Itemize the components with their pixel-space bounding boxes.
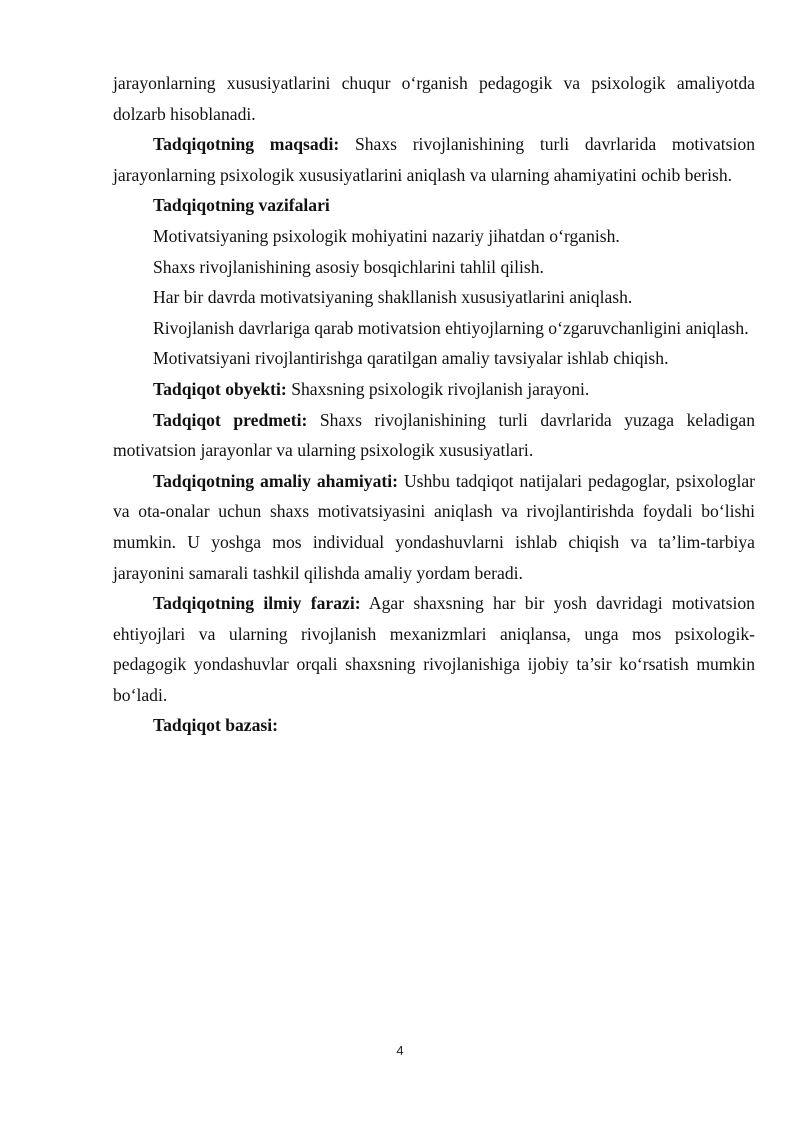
tasks-heading-text: Tadqiqotning vazifalari <box>153 195 330 216</box>
base-paragraph <box>113 710 755 741</box>
tasks-heading <box>113 190 755 221</box>
task-item-text: Har bir davrda motivatsiyaning shakllanish xususiyatlarini aniqlash. <box>153 287 633 308</box>
task-item-text: Motivatsiyani rivojlantirishga qaratilgan amaliy tavsiyalar ishlab chiqish. <box>153 348 669 369</box>
practical-label: Tadqiqotning amaliy ahamiyati: <box>153 470 398 491</box>
goal-text: Shaxs rivojlanishining turli davrlarida motivatsion jarayonlarning psixologik xususiyatlarini aniqlash va ularning ahamiyatini ochib berish. <box>113 134 755 185</box>
document-body <box>113 68 755 741</box>
goal-label: Tadqiqotning maqsadi: <box>153 134 340 155</box>
intro-continuation-text: jarayonlarning xususiyatlarini chuqur o‘rganish pedagogik va psixologik amaliyotda dolzarb hisoblanadi. <box>113 73 755 124</box>
task-item-text: Rivojlanish davrlariga qarab motivatsion ehtiyojlarning o‘zgaruvchanligini aniqlash. <box>153 317 749 338</box>
object-label: Tadqiqot obyekti: <box>153 378 287 399</box>
task-item <box>113 252 755 283</box>
task-item <box>113 313 755 344</box>
object-paragraph <box>113 374 755 405</box>
task-item <box>113 282 755 313</box>
task-item <box>113 343 755 374</box>
base-label: Tadqiqot bazasi: <box>153 715 278 736</box>
practical-text: Ushbu tadqiqot natijalari pedagoglar, psixologlar va ota-onalar uchun shaxs motivatsiyasini aniqlash va rivojlantirishda foydali bo‘lishi mumkin. U yoshga mos individual yondashuvlarni ishlab chiqish va ta’lim-tarbiya jarayonini samarali tashkil qilishda amaliy yordam beradi. <box>113 470 755 583</box>
intro-continuation-paragraph <box>113 68 755 129</box>
hypothesis-text: Agar shaxsning har bir yosh davridagi motivatsion ehtiyojlari va ularning rivojlanish mexanizmlari aniqlansa, unga mos psixologik-pedagogik yondashuvlar orqali shaxsning rivojlanishiga ijobiy ta’sir ko‘rsatish mumkin bo‘ladi. <box>113 593 755 705</box>
goal-paragraph <box>113 129 755 190</box>
task-item-text: Shaxs rivojlanishining asosiy bosqichlarini tahlil qilish. <box>153 256 544 277</box>
subject-label: Tadqiqot predmeti: <box>153 409 308 430</box>
hypothesis-label: Tadqiqotning ilmiy farazi: <box>153 593 361 614</box>
subject-paragraph <box>113 405 755 466</box>
subject-text: Shaxs rivojlanishining turli davrlarida yuzaga keladigan motivatsion jarayonlar va ularning psixologik xususiyatlari. <box>113 409 756 461</box>
page-number: 4 <box>396 1043 404 1058</box>
task-item-text: Motivatsiyaning psixologik mohiyatini nazariy jihatdan o‘rganish. <box>153 225 620 246</box>
task-item <box>113 221 755 252</box>
object-text: Shaxsning psixologik rivojlanish jarayoni. <box>286 378 590 399</box>
practical-paragraph <box>113 466 755 588</box>
hypothesis-paragraph <box>113 588 755 710</box>
